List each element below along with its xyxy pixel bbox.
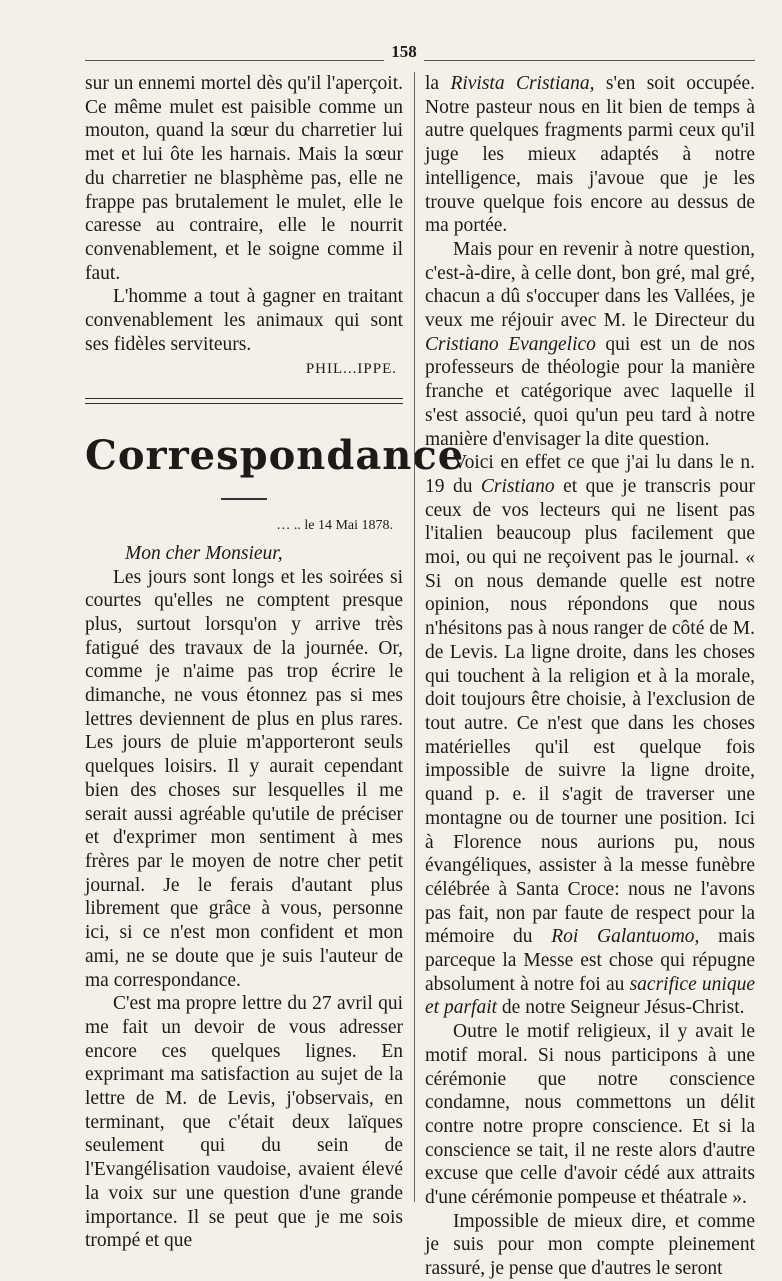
text-run: la (425, 73, 451, 94)
paragraph-letter-1: Les jours sont longs et les soirées si courtes qu'elles ne comptent presque plus, surtout lorsqu'on y arrive très fatigué des travaux de la journée. Or, comme je n'aime pas trop écrire le dimanche, ne vous étonnez pas si mes lettres deviennent de plus en plus rares. Les jours de pluie m'apporteront seuls quelques loisirs. Il y aurait cependant bien des choses sur lesquelles il me serait aussi agréable qu'utile de préciser et d'exprimer mon sentiment à mes frères par le moyen de notre cher petit journal. Je le ferais d'autant plus librement que grâce à vous, personne ici, si ce n'est mon confident et mon ami, ne se doute que je suis l'auteur de ma correspondance. (85, 566, 403, 991)
text-run: de notre Seigneur Jésus-Christ. (497, 997, 745, 1019)
paragraph-letter-2: C'est ma propre lettre du 27 avril qui me fait un devoir de vous adresser encore ces quelques lignes. En exprimant ma satisfaction au sujet de la lettre de M. de Levis, j'observais, en terminant, que c'était deux laïques seulement qui du sein de l'Evangélisation vaudoise, avaient élevé la voix sur une question d'une grande importance. Il se peut que je me sois trompé et que (85, 993, 403, 1252)
paragraph-conclusion: Impossible de mieux dire, et comme je suis pour mon compte pleinement rassuré, je pense que d'autres le seront (425, 1210, 755, 1280)
italic-phrase: sacrifice unique et parfait (425, 973, 755, 1019)
left-column (85, 72, 465, 1253)
italic-title: Cristiano Evangelico (425, 333, 596, 355)
text-run: Voici en effet ce que j'ai lu dans le n. 19 du (425, 452, 755, 497)
page-number: 158 (384, 42, 424, 62)
right-column (425, 72, 755, 1281)
letter-dateline: … .. le 14 Mai 1878. (276, 518, 393, 534)
paragraph-moral: Outre le motif religieux, il y avait le motif moral. Si nous participons à une cérémonie que notre conscience condamne, nous commettons un délit contre notre propre conscience. Et si la conscience se tait, il ne reste alors d'autre excuse que celle d'avoir cédé aux attraits d'une cérémonie pompeuse et théatrale ». (425, 1021, 755, 1209)
section-title: Correspondance (85, 432, 465, 480)
text-run: s'en soit occupée. Notre pasteur nous en lit bien de temps à autre quelques fragments parmi ceux qu'il juge les mieux adaptés à notre intelligence, mais j'avoue que je les trouve quelque fois encore au dessus de ma portée. (425, 73, 755, 237)
column-divider (414, 72, 415, 1202)
paragraph-animals: L'homme a tout à gagner en traitant convenablement les animaux qui sont ses fidèles serviteurs. (85, 286, 403, 355)
letter-salutation: Mon cher Monsieur, (125, 542, 283, 564)
text-run: Mais pour en revenir à notre question, c'est-à-dire, à celle dont, bon gré, mal gré, chacun a dû s'occuper dans les Vallées, je veux me réjouir avec M. le Directeur du (425, 238, 755, 332)
text-run: mais parceque la Messe est chose qui répugne absolument à notre foi au (425, 926, 755, 995)
paragraph-question (425, 238, 755, 451)
paragraph-quote (425, 451, 755, 1020)
section-divider (85, 398, 403, 404)
text-run: et que je transcris pour ceux de vos lecteurs qui ne lisent pas l'italien beaucoup plus facilement que moi, ou qui ne reçoivent pas le journal. « Si on nous demande quelle est notre opinion, nous répondons que nous n'hésitons pas à nous ranger de côté de M. de Levis. La ligne droite, dans les choses qui touchent à la religion et à la morale, doit toujours être choisie, à l'exclusion de tout autre. Ce n'est que dans les choses matérielles qu'il est quelque fois impossible de suivre la ligne droite, quand p. e. il s'agit de traverser une montagne ou de tourner une position. Ici à Florence nous aurions pu, nous évangéliques, assister à la messe funèbre célébrée à Santa Croce: nous ne l'avons pas fait, non par faute de respect pour la mémoire du (425, 475, 756, 948)
signature: PHIL...IPPE. (305, 361, 397, 378)
italic-title: Cristiano (480, 475, 555, 497)
title-underline (221, 498, 267, 500)
paragraph-mule: sur un ennemi mortel dès qu'il l'aperçoit. Ce même mulet est paisible comme un mouton, quand la sœur du charretier lui met et lui ôte les harnais. Mais la sœur du charretier ne blasphème pas, elle ne frappe pas brutalement le mulet, elle le caresse au contraire, elle le nourrit convenablement, et le soigne comme il faut. (85, 73, 403, 284)
text-run: qui est un de nos professeurs de théologie pour la manière franche et catégorique avec laquelle il s'est associé, quoi qu'un peu tard à notre manière d'envisager la dite question. (425, 333, 755, 450)
paragraph-rivista (425, 72, 755, 238)
italic-title: Rivista Cristiana, (450, 73, 595, 94)
italic-title: Roi Galantuomo, (551, 926, 700, 948)
